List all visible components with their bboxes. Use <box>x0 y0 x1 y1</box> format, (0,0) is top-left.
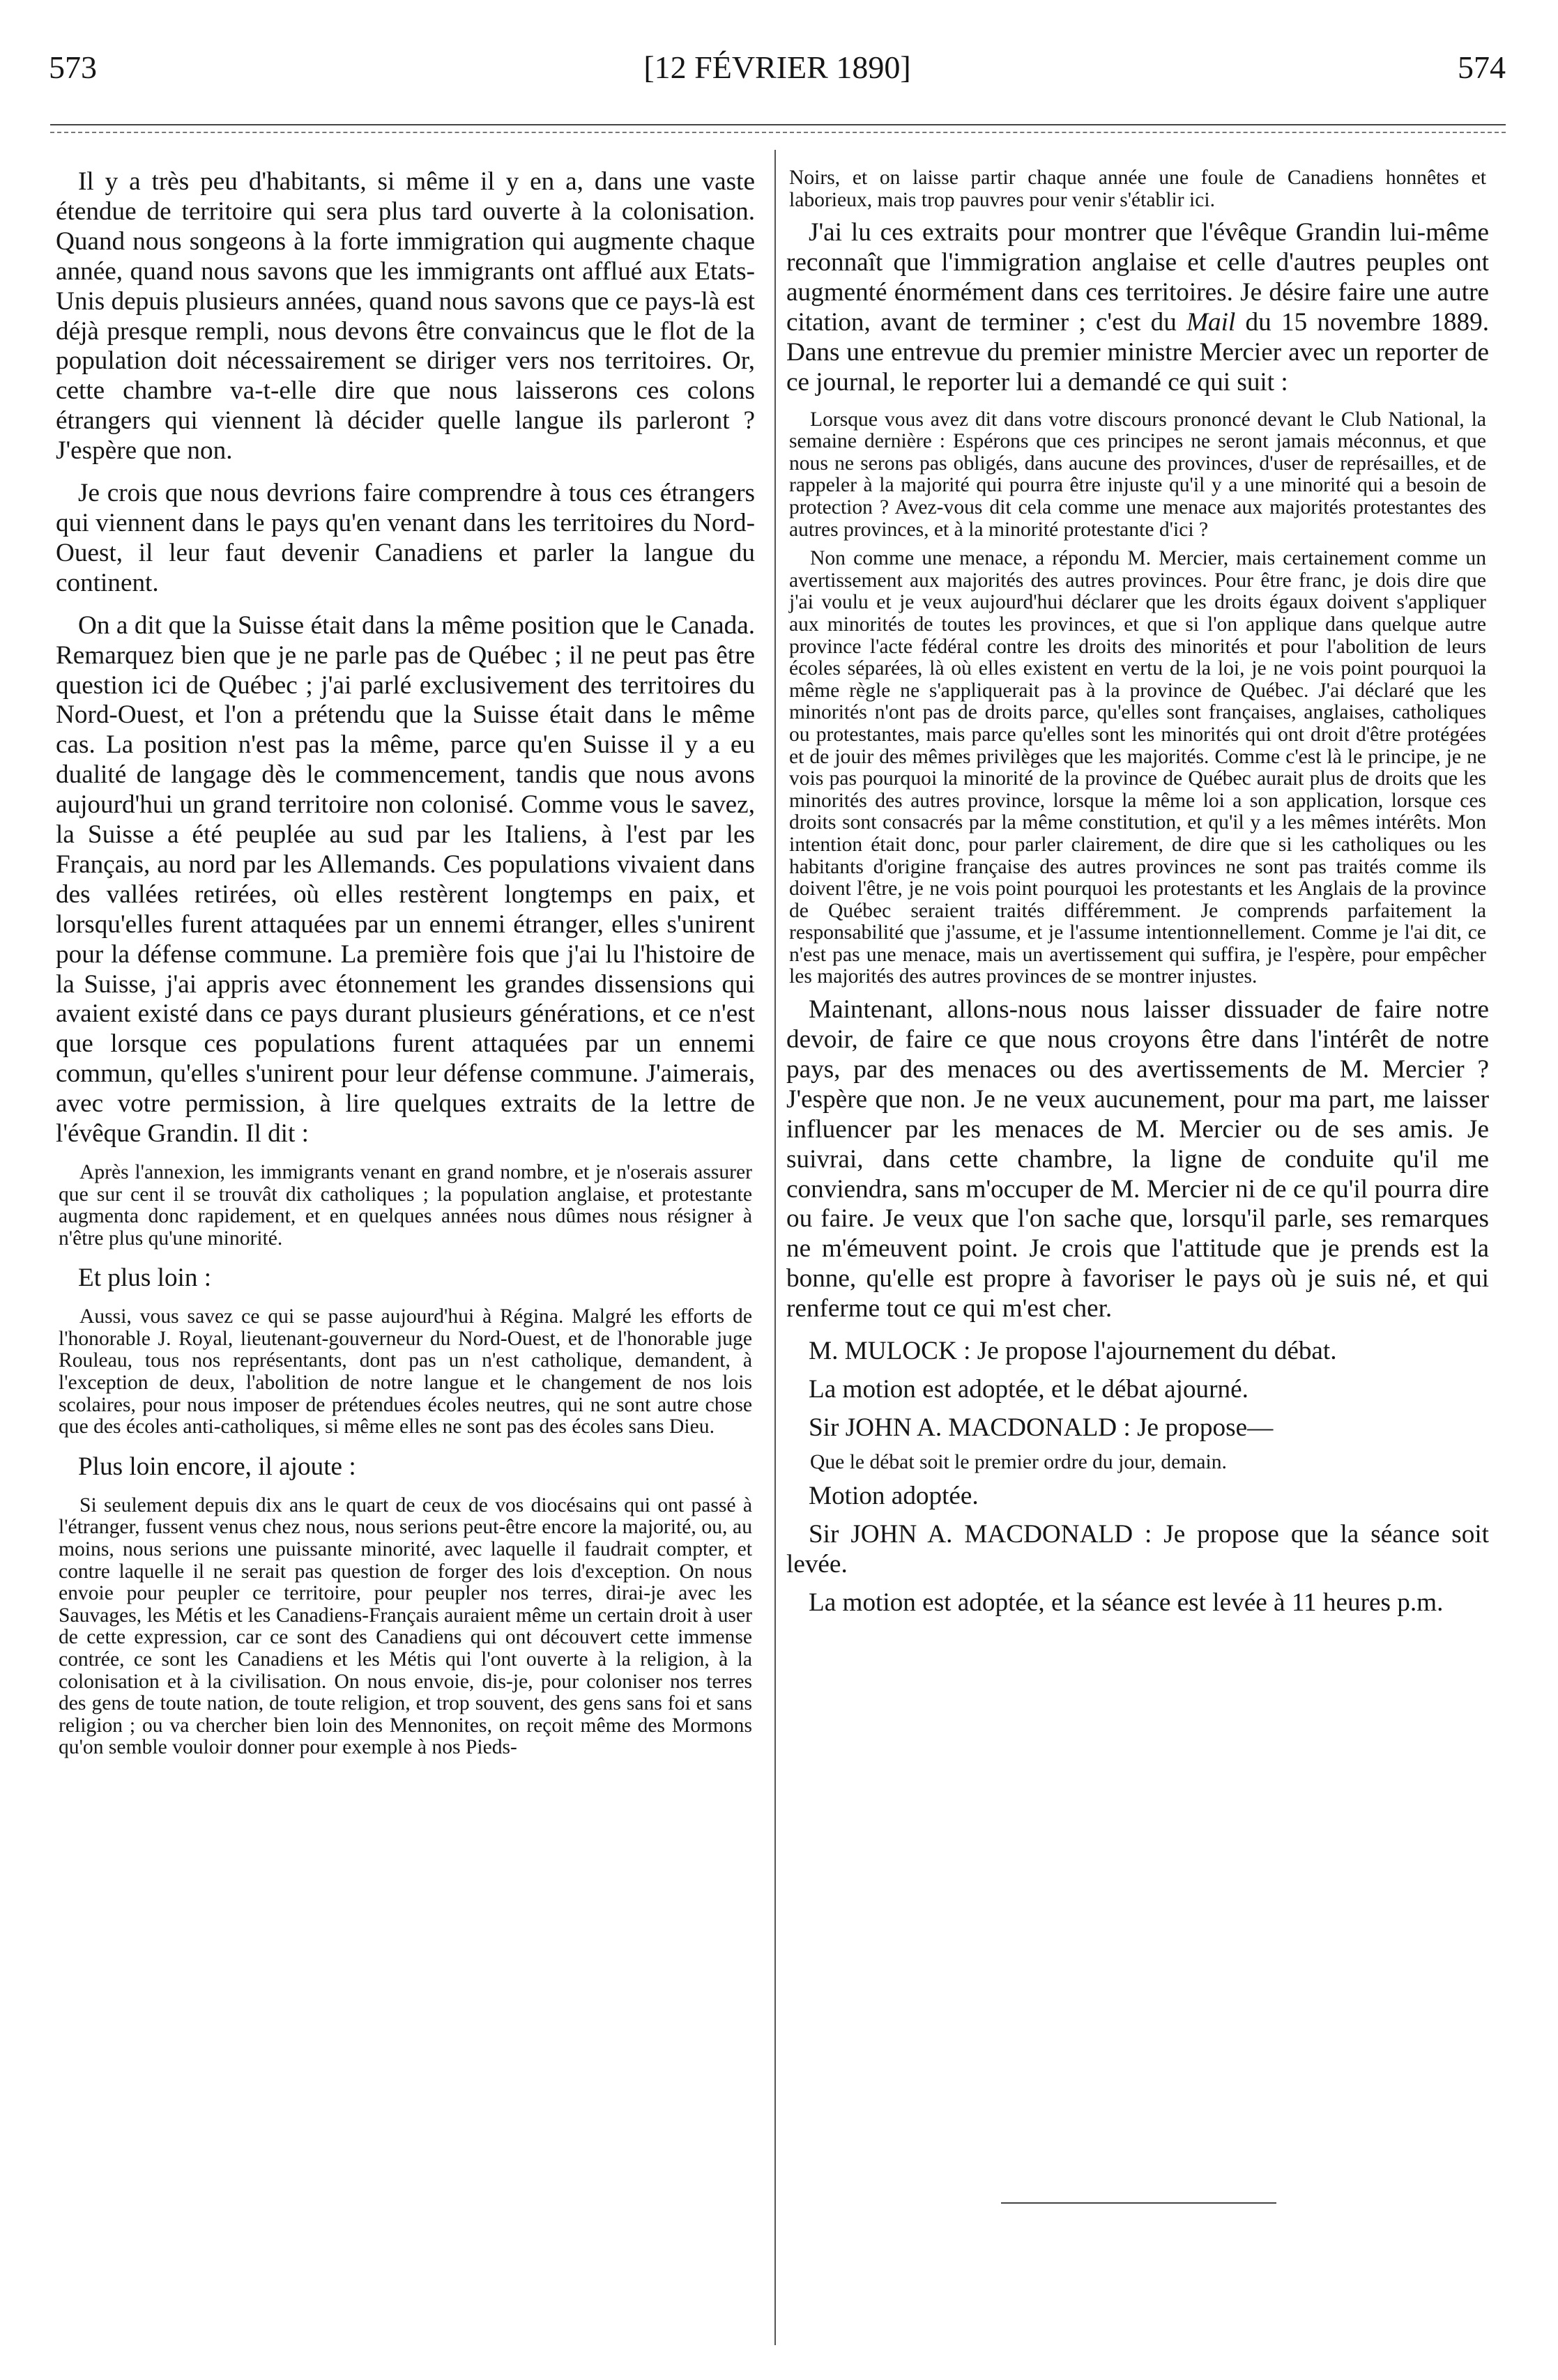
paragraph-text: du 15 novembre 1889. Dans une entrevue du premier ministre Mercier avec un reporter de ce journal, le reporter lui a demandé ce qui suit : <box>786 307 1489 397</box>
speaker-text: Je propose l'ajournement du débat. <box>970 1337 1337 1366</box>
paragraph: La motion est adoptée, et la séance est levée à 11 heures p.m. <box>809 1588 1444 1618</box>
end-rule <box>1001 2202 1276 2204</box>
speaker-paragraph <box>786 1337 1489 1367</box>
page-number-right: 574 <box>1458 49 1506 85</box>
paragraph: On a dit que la Suisse était dans la même position que le Canada. Remarquez bien que je ne parle pas de Québec ; il ne peut pas être question ici de Québec ; j'ai parlé exclusivement des territoires du Nord-Ouest, et l'on a prétendu que la Suisse était dans le même cas. La position n'est pas la même, parce qu'en Suisse il y a eu dualité de langage dès le commencement, tandis que nous avons aujourd'hui un grand territoire non colonisé. Comme vous le savez, la Suisse a été peuplée au sud par les Italiens, à l'est par les Français, au nord par les Allemands. Ces populations vivaient dans des vallées retirées, où elles restèrent longtemps en paix, et lorsqu'elles furent attaquées par un ennemi étranger, elles s'unirent pour la défense commune. La première fois que j'ai lu l'histoire de la Suisse, j'ai appris avec étonnement les grandes dissensions qui avaient existé dans ce pays durant plusieurs générations, et ce n'est que lorsque ces populations furent attaquées par un ennemi commun, qu'elles s'unirent pour leur défense commune. J'aimerais, avec votre permission, à lire quelques extraits de la lettre de l'évêque Grandin. Il dit : <box>56 611 755 1149</box>
speaker-name: Sir JOHN A. MACDONALD : <box>809 1520 1152 1549</box>
paragraph: Motion adoptée. <box>809 1482 979 1511</box>
newspaper-title: Mail <box>1186 307 1236 337</box>
speaker-paragraph <box>786 1413 1489 1443</box>
paragraph: Maintenant, allons-nous nous laisser dissuader de faire notre devoir, de faire ce que nous croyons être dans l'intérêt de notre pays, par des menaces ou des avertissements de M. Mercier ? J'espère que non. Je ne veux aucunement, pour ma part, me laisser influencer par les menaces de M. Mercier ou de ses amis. Je suivrai, dans cette chambre, la ligne de conduite qu'il me conviendra, sans m'occuper de M. Mercier ni de ce qu'il pourra dire ou faire. Je veux que l'on sache que, lorsqu'il parle, ses remarques ne m'émeuvent point. Je crois que l'attitude que je prends est la bonne, qu'elle est propre à favoriser le pays où je suis né, et qui renferme tout ce qui m'est cher. <box>786 995 1489 1323</box>
page-header <box>49 49 1506 91</box>
column-divider <box>774 150 776 2345</box>
paragraph: La motion est adoptée, et le débat ajourné. <box>809 1374 1248 1404</box>
header-rule <box>50 124 1506 125</box>
block-quote: Après l'annexion, les immigrants venant en grand nombre, et je n'oserais assurer que sur cent il se trouvât dix catholiques ; la population anglaise, et protestante augmenta donc rapidement, et en quelques années nous dûmes nous résigner à n'être plus qu'une minorité. <box>59 1161 752 1250</box>
block-quote: Lorsque vous avez dit dans votre discours prononcé devant le Club National, la semaine dernière : Espérons que ces principes ne seront jamais méconnus, et que nous ne serons pas obligés, dans aucune des provinces, d'user de représailles, et de rappeler à la majorité qui pourra être injuste qu'il y a une minorité qui a besoin de protection ? Avez-vous dit cela comme une menace aux majorités protestantes des autres provinces, et à la minorité protestante d'ici ? <box>789 408 1486 541</box>
header-rule-dashed <box>50 132 1506 133</box>
block-quote: Non comme une menace, a répondu M. Mercier, mais certainement comme un avertissement aux majorités des autres provinces. Pour être franc, je dois dire que j'ai voulu et je veux aujourd'hui déclarer que les droits égaux doivent s'appliquer aux minorités de toutes les provinces, et que si l'on applique dans quelque autre province l'acte fédéral contre les droits des minorités et pour l'abolition de leurs écoles séparées, là où elles existent en vertu de la loi, je ne vois point pourquoi la même règle ne s'appliquerait pas à la province de Québec. J'ai déclaré que les minorités n'ont pas de droits parce, qu'elles sont françaises, anglaises, catholiques ou protestantes, mais parce qu'elles sont les minorités qui ont droit d'être protégées et de jouir des mêmes privilèges que les majorités. Comme c'est là le principe, je ne vois pas pourquoi la minorité de la province de Québec aurait plus de droits que les minorités des autres province, lorsque la même loi a son application, lorsque ces droits sont consacrés par la même constitution, et qu'il y a les mêmes intérêts. Mon intention était donc, pour parler clairement, de dire que si les catholiques ou les habitants d'origine française des autres provinces ne sont pas traités comme ils doivent l'être, je ne vois point pourquoi les protestants et les Anglais de la province de Québec seraient traités différemment. Je comprends parfaitement la responsabilité que j'assume, et je l'assume intentionnellement. Comme je l'ai dit, ce n'est pas une menace, mais un avertissement qui suffira, je l'espère, pour empêcher les majorités des autres provinces de se montrer injustes. <box>789 547 1486 988</box>
paragraph-text: J'ai lu ces extraits pour montrer que l'évêque Grandin lui-même reconnaît que l'immigration anglaise et celle d'autres peuples ont augmenté énormément dans ces territoires. Je désire faire une autre citation, avant de terminer ; c'est du <box>786 218 1489 337</box>
speaker-text: Je propose— <box>1130 1413 1274 1442</box>
paragraph: Plus loin encore, il ajoute : <box>78 1452 356 1481</box>
block-quote: Si seulement depuis dix ans le quart de ceux de vos diocésains qui ont passé à l'étranger, fussent venus chez nous, nous serions peut-être encore la majorité, ou, au moins, nous serions une puissante minorité, avec laquelle il faudrait compter, et contre laquelle il ne serait pas question de forger des lois d'exception. On nous envoie pour peupler ce territoire, pour peupler nos terres, dirai-je avec les Sauvages, les Métis et les Canadiens-Français auraient même un certain droit à user de cette expression, car ce sont des Canadiens qui ont découvert cette immense contrée, ce sont les Canadiens et les Métis qui l'ont ouverte à la religion, à la colonisation et à la civilisation. On nous envoie, dis-je, pour coloniser nos terres des gens de toute nation, de toute religion, et trop souvent, des gens sans foi et sans religion ; ou va chercher bien loin des Mennonites, on reçoit même des Mormons qu'on semble vouloir donner pour exemple à nos Pieds- <box>59 1494 752 1759</box>
page-date-title: [12 FÉVRIER 1890] <box>643 49 911 85</box>
block-quote: Noirs, et on laisse partir chaque année une foule de Canadiens honnêtes et laborieux, mais trop pauvres pour venir s'établir ici. <box>789 167 1486 211</box>
page-number-left: 573 <box>49 49 97 85</box>
right-column <box>786 167 1489 2363</box>
block-quote: Aussi, vous savez ce qui se passe aujourd'hui à Régina. Malgré les efforts de l'honorable J. Royal, lieutenant-gouverneur du Nord-Ouest, et de l'honorable juge Rouleau, tous nos représentants, dont pas un n'est catholique, demandent, à l'exception de deux, l'abolition de notre langue et le changement de nos lois scolaires, pour nous imposer de prétendues écoles neutres, qui ne sont autre chose que des écoles anti-catholiques, si même elles ne sont pas des écoles sans Dieu. <box>59 1305 752 1438</box>
paragraph: Et plus loin : <box>78 1264 212 1293</box>
speaker-name: M. MULOCK : <box>809 1337 971 1366</box>
paragraph: Il y a très peu d'habitants, si même il y en a, dans une vaste étendue de territoire qui sera plus tard ouverte à la colonisation. Quand nous songeons à la forte immigration qui augmente chaque année, quand nous savons que les immigrants ont afflué aux Etats-Unis depuis plusieurs années, quand nous savons que ce pays-là est déjà presque rempli, nous devons être convaincus que le flot de la population doit nécessairement se diriger vers nos territoires. Or, cette chambre va-t-elle dire que nous laisserons ces colons étrangers qui viennent là décider quelle langue ils parleront ? J'espère que non. <box>56 167 755 466</box>
left-column <box>56 167 755 2363</box>
paragraph: Je crois que nous devrions faire comprendre à tous ces étrangers qui viennent dans le pays qu'en venant dans les territoires du Nord-Ouest, il leur faut devenir Canadiens et parler la langue du continent. <box>56 479 755 597</box>
speaker-name: Sir JOHN A. MACDONALD : <box>809 1413 1131 1442</box>
paragraph <box>786 218 1489 397</box>
block-quote: Que le débat soit le premier ordre du jour, demain. <box>810 1450 1227 1473</box>
speaker-text: Je propose que la séance soit levée. <box>786 1520 1489 1579</box>
speaker-paragraph <box>786 1520 1489 1580</box>
